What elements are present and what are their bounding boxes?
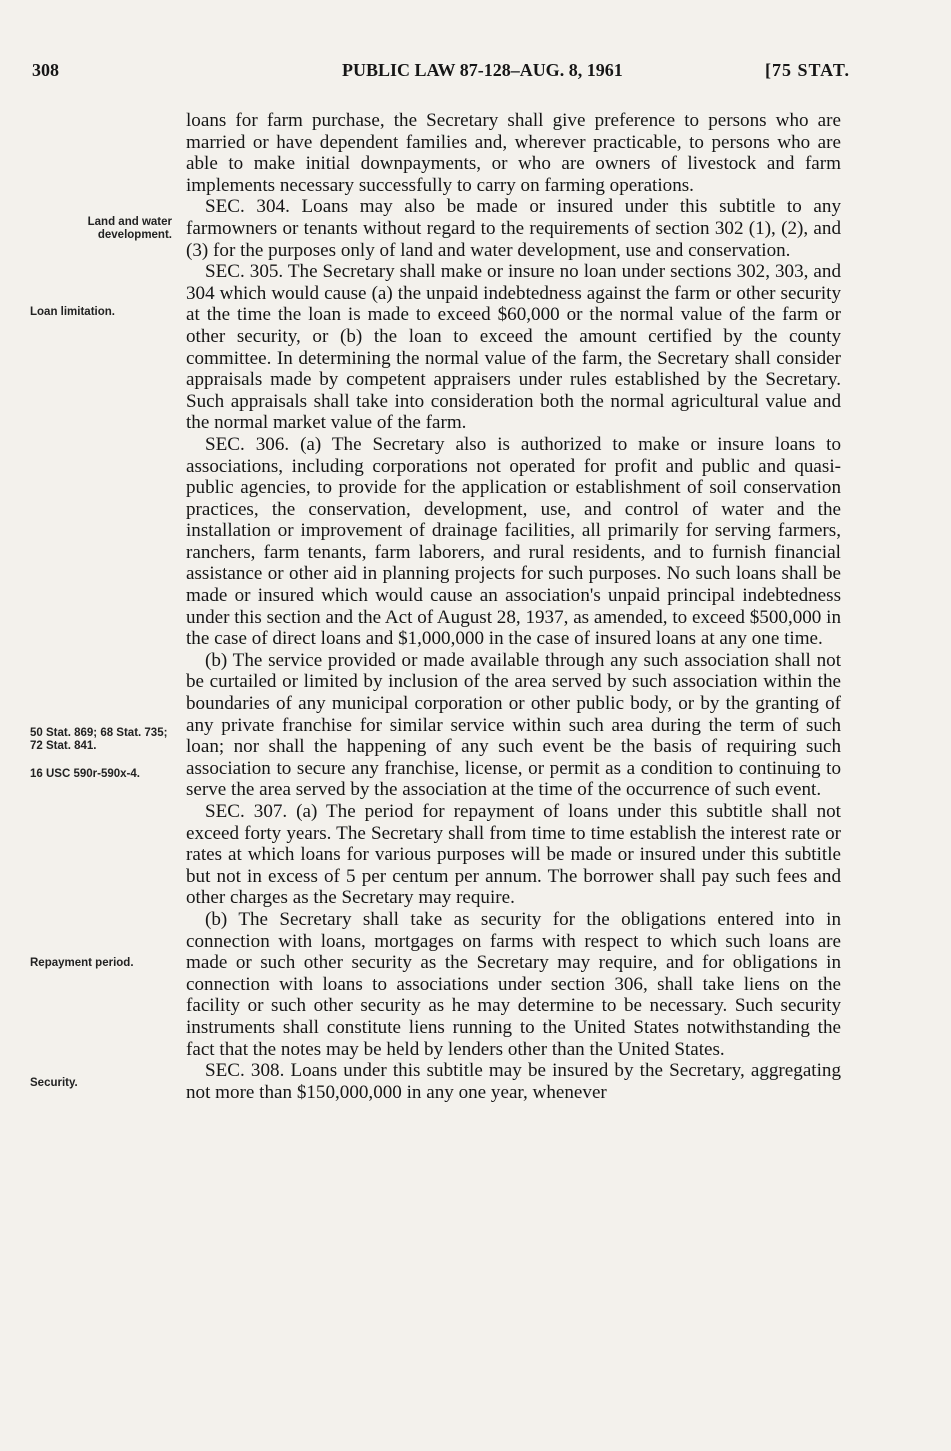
page-title: PUBLIC LAW 87-128–AUG. 8, 1961: [342, 60, 623, 80]
margin-note-loan-limitation: Loan limitation.: [30, 306, 115, 318]
paragraph-continuation: loans for farm purchase, the Secretary shall give preference to persons who are married or have dependent families and, wherever practicable, to persons who are able to make initial downpayments, or who are owners of livestock and farm implements necessary successfully to carry on farming operations.: [186, 110, 841, 196]
section-307-a: SEC. 307. (a) The period for repayment of loans under this subtitle shall not exceed forty years. The Secretary shall from time to time establish the interest rate or rates at which loans for various purposes will be made or insured under this subtitle but not in excess of 5 per centum per annum. The borrower shall pay such fees and other charges as the Secretary may require.: [186, 801, 841, 909]
statute-text: [186, 110, 841, 1103]
section-305: SEC. 305. The Secretary shall make or insure no loan under sections 302, 303, and 304 which would cause (a) the unpaid indebtedness against the farm or other security at the time the loan is made to exceed $60,000 or the normal value of the farm or other security, or (b) the loan to exceed the amount certified by the county committee. In determining the normal value of the farm, the Secretary shall consider appraisals made by competent appraisers under rules established by the Secretary. Such appraisals shall take into consideration both the normal agricultural value and the normal market value of the farm.: [186, 261, 841, 434]
volume-reference: [75 STAT.: [764, 60, 850, 80]
section-307-b: (b) The Secretary shall take as security for the obligations entered into in connection with loans, mortgages on farms with respect to which such loans are made or such other security as the Secretary may require, and for obligations in connection with loans to associations under section 306, shall take liens on the facility or such other security as he may determine to be necessary. Such security instruments shall constitute liens running to the United States notwithstanding the fact that the notes may be held by lenders other than the United States.: [186, 908, 841, 1060]
margin-note-repayment: Repayment period.: [30, 957, 134, 969]
section-306-a: SEC. 306. (a) The Secretary also is authorized to make or insure loans to associations, including corporations not operated for profit and public and quasi-public agencies, to provide for the application or establishment of soil conservation practices, the conservation, development, use, and control of water and the installation or improvement of drainage facilities, all primarily for serving farmers, ranchers, farm tenants, farm laborers, and rural residents, and to furnish financial assistance or other aid in planning projects for such purposes. No such loans shall be made or insured which would cause an association's unpaid principal indebtedness under this section and the Act of August 28, 1937, as amended, to exceed $500,000 in the case of direct loans and $1,000,000 in the case of insured loans at any one time.: [186, 433, 841, 650]
margin-note-security: Security.: [30, 1077, 78, 1089]
section-306-b: (b) The service provided or made available through any such association shall not be curtailed or limited by inclusion of the area served by such association within the boundaries of any municipal corporation or other public body, or by the granting of any private franchise for similar service within such area during the term of such loan; nor shall the happening of any such event be the basis of requiring such association to secure any franchise, license, or permit as a condition to continuing to serve the area served by the association at the time of the occurrence of such event.: [186, 649, 841, 801]
page-number: 308: [32, 60, 59, 80]
margin-note-citation: 50 Stat. 869; 68 Stat. 735; 72 Stat. 841.: [30, 727, 168, 752]
running-header: [32, 60, 850, 90]
margin-note-citation-usc: 16 USC 590r-590x-4.: [30, 768, 140, 780]
margin-note-land-water: Land and water development.: [87, 216, 172, 241]
section-308: SEC. 308. Loans under this subtitle may be insured by the Secretary, aggregating not more than $150,000,000 in any one year, whenever: [186, 1060, 841, 1103]
section-304: SEC. 304. Loans may also be made or insured under this subtitle to any farmowners or tenants without regard to the requirements of section 302 (1), (2), and (3) for the purposes only of land and water development, use and conservation.: [186, 196, 841, 261]
